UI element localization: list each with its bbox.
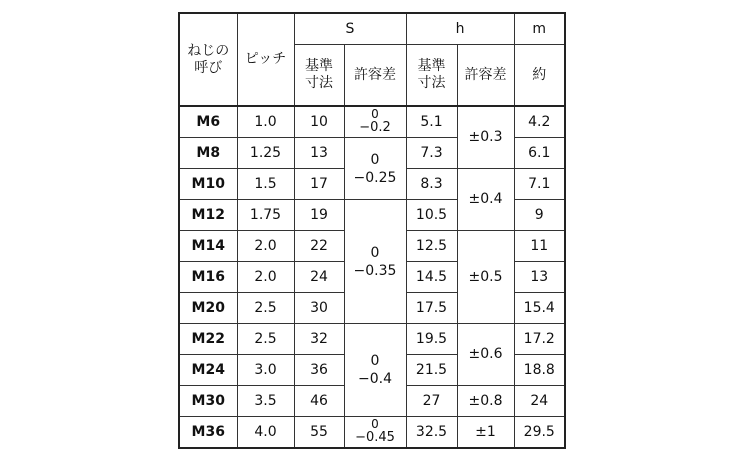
cell-h: 17.5	[406, 293, 457, 324]
cell-size: M10	[179, 169, 237, 200]
cell-h-tolerance: ±1	[457, 417, 514, 449]
cell-s: 17	[294, 169, 344, 200]
header-h-basic: 基準 寸法	[406, 45, 457, 107]
cell-pitch: 1.0	[237, 106, 294, 138]
cell-pitch: 3.5	[237, 386, 294, 417]
cell-s: 24	[294, 262, 344, 293]
cell-size: M36	[179, 417, 237, 449]
cell-h-tolerance: ±0.6	[457, 324, 514, 386]
cell-m: 6.1	[514, 138, 565, 169]
cell-h-tolerance: ±0.5	[457, 231, 514, 324]
cell-size: M30	[179, 386, 237, 417]
header-h: h	[406, 13, 514, 45]
cell-size: M16	[179, 262, 237, 293]
table-row	[179, 417, 565, 449]
cell-pitch: 4.0	[237, 417, 294, 449]
cell-m: 18.8	[514, 355, 565, 386]
cell-h: 8.3	[406, 169, 457, 200]
cell-s: 30	[294, 293, 344, 324]
cell-pitch: 3.0	[237, 355, 294, 386]
cell-m: 4.2	[514, 106, 565, 138]
cell-s-tolerance: 0 −0.45	[344, 417, 406, 449]
cell-s: 13	[294, 138, 344, 169]
cell-h: 14.5	[406, 262, 457, 293]
cell-size: M8	[179, 138, 237, 169]
cell-h-tolerance: ±0.3	[457, 106, 514, 169]
cell-h: 27	[406, 386, 457, 417]
header-s-basic: 基準 寸法	[294, 45, 344, 107]
header-h-tolerance: 許容差	[457, 45, 514, 107]
cell-h-tolerance: ±0.4	[457, 169, 514, 231]
cell-h: 19.5	[406, 324, 457, 355]
cell-s: 10	[294, 106, 344, 138]
cell-size: M20	[179, 293, 237, 324]
cell-h: 10.5	[406, 200, 457, 231]
cell-pitch: 1.25	[237, 138, 294, 169]
cell-s-tolerance: 0 −0.25	[344, 138, 406, 200]
cell-m: 11	[514, 231, 565, 262]
cell-s: 22	[294, 231, 344, 262]
cell-m: 7.1	[514, 169, 565, 200]
cell-size: M12	[179, 200, 237, 231]
cell-pitch: 2.5	[237, 324, 294, 355]
cell-size: M6	[179, 106, 237, 138]
cell-size: M24	[179, 355, 237, 386]
cell-h: 7.3	[406, 138, 457, 169]
cell-h: 32.5	[406, 417, 457, 449]
cell-size: M14	[179, 231, 237, 262]
cell-m: 24	[514, 386, 565, 417]
cell-s-tolerance: 0 −0.2	[344, 106, 406, 138]
cell-s: 46	[294, 386, 344, 417]
header-pitch: ピッチ	[237, 13, 294, 106]
header-nominal: ねじの 呼び	[179, 13, 237, 106]
cell-size: M22	[179, 324, 237, 355]
cell-m: 9	[514, 200, 565, 231]
cell-s: 19	[294, 200, 344, 231]
cell-pitch: 2.5	[237, 293, 294, 324]
cell-h-tolerance: ±0.8	[457, 386, 514, 417]
cell-m: 15.4	[514, 293, 565, 324]
cell-s: 32	[294, 324, 344, 355]
cell-pitch: 1.75	[237, 200, 294, 231]
cell-pitch: 2.0	[237, 262, 294, 293]
cell-h: 12.5	[406, 231, 457, 262]
table-row	[179, 324, 565, 355]
cell-h: 21.5	[406, 355, 457, 386]
header-m-approx: 約	[514, 45, 565, 107]
cell-s: 36	[294, 355, 344, 386]
header-s: S	[294, 13, 406, 45]
cell-pitch: 2.0	[237, 231, 294, 262]
cell-pitch: 1.5	[237, 169, 294, 200]
table-row	[179, 106, 565, 138]
header-s-tolerance: 許容差	[344, 45, 406, 107]
cell-m: 29.5	[514, 417, 565, 449]
cell-h: 5.1	[406, 106, 457, 138]
cell-m: 13	[514, 262, 565, 293]
cell-s: 55	[294, 417, 344, 449]
header-m: m	[514, 13, 565, 45]
nut-dimension-table	[178, 12, 566, 449]
cell-s-tolerance: 0 −0.4	[344, 324, 406, 417]
cell-s-tolerance: 0 −0.35	[344, 200, 406, 324]
cell-m: 17.2	[514, 324, 565, 355]
